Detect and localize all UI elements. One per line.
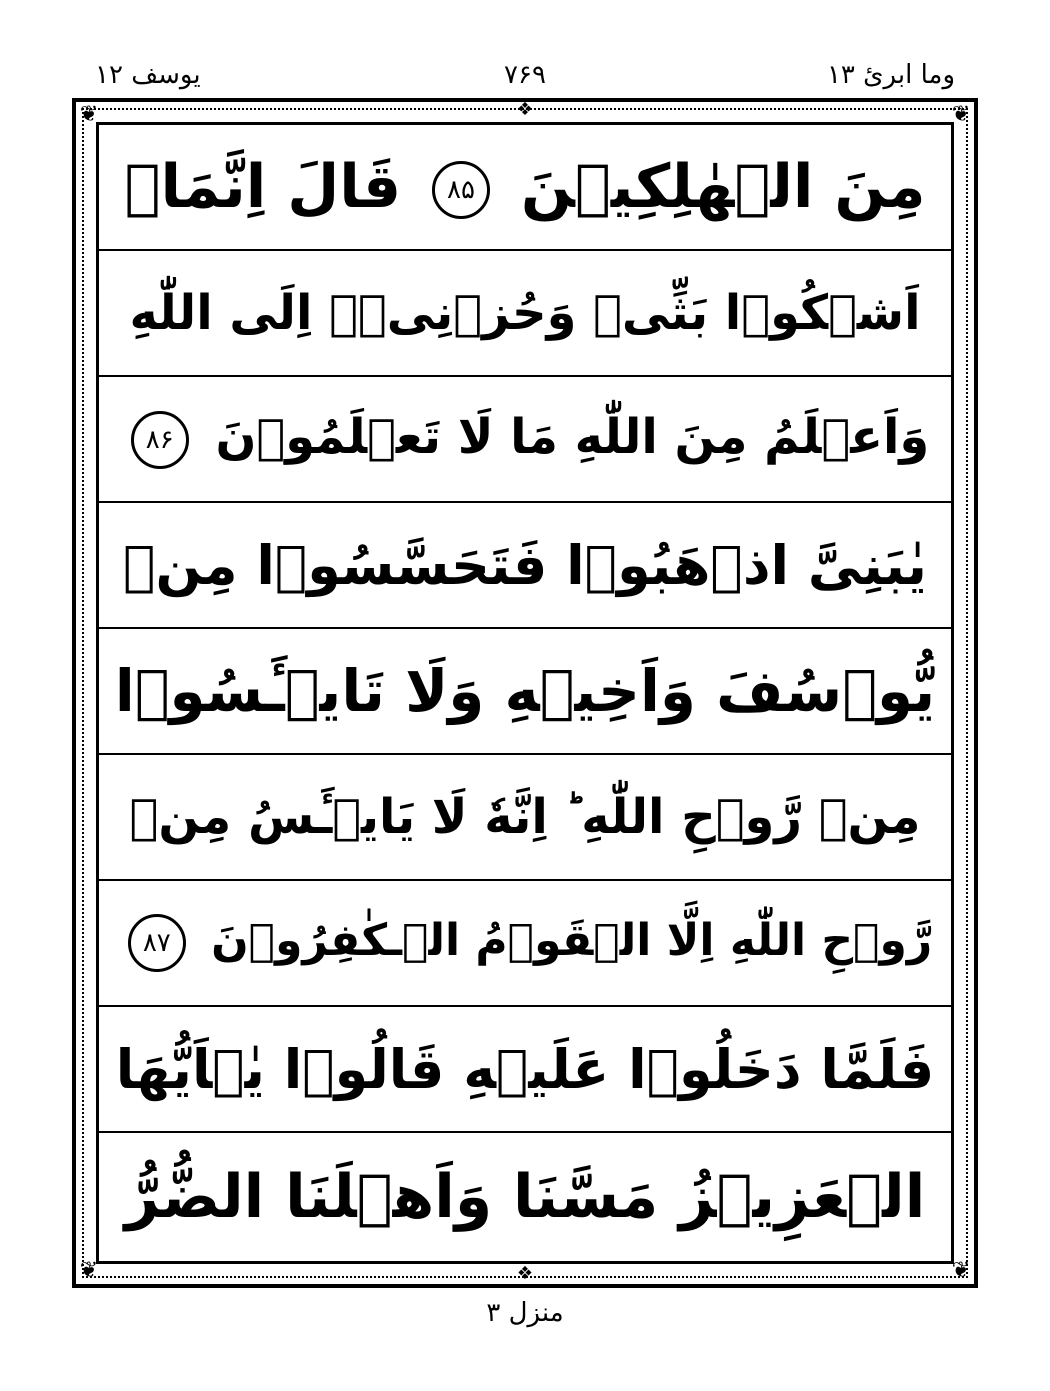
verse-line-6 — [99, 755, 951, 881]
surah-name: يوسف ۱۲ — [95, 60, 201, 90]
manzil-footer: منزل ۳ — [486, 1298, 564, 1328]
verse-line-8 — [99, 1007, 951, 1133]
verse-text: يٰبَنِىَّ اذۡهَبُوۡا فَتَحَسَّسُوۡا مِنۡ — [123, 533, 927, 597]
edge-ornament-icon: ❖ — [516, 99, 534, 120]
verse-text: مِنَ الۡهٰلِكِيۡنَ — [520, 152, 926, 222]
verse-text: رَّوۡحِ اللّٰهِ اِلَّا الۡقَوۡمُ الۡـكٰفِرُوۡنَ — [211, 915, 933, 966]
corner-ornament-icon: ❦ — [951, 1258, 971, 1283]
verse-line-2 — [99, 251, 951, 377]
corner-ornament-icon: ❦ — [951, 102, 971, 127]
verse-line-7 — [99, 881, 951, 1007]
ayah-marker: ۸۷ — [128, 914, 186, 972]
ayah-marker: ۸۶ — [131, 411, 189, 469]
verse-text: الۡعَزِيۡزُ مَسَّنَا وَاَهۡلَنَا الضُّرُّ — [124, 1162, 926, 1232]
juz-name: وما ابرئ ۱۳ — [826, 60, 955, 90]
verse-line-9 — [99, 1133, 951, 1261]
verse-text: قَالَ اِنَّمَاۤ — [124, 152, 402, 222]
verse-line-3 — [99, 377, 951, 503]
verse-text: يُّوۡسُفَ وَاَخِيۡهِ وَلَا تَايۡـَٔسُوۡا — [114, 657, 936, 725]
verse-line-4 — [99, 503, 951, 629]
verse-text: فَلَمَّا دَخَلُوۡا عَلَيۡهِ قَالُوۡا يٰۤاَيُّهَا — [115, 1037, 935, 1101]
verse-line-1 — [99, 125, 951, 251]
verse-text: اَشۡكُوۡا بَثِّىۡ وَحُزۡنِىۡۤ اِلَى اللّٰهِ — [129, 285, 921, 341]
corner-ornament-icon: ❦ — [79, 1258, 99, 1283]
verse-text: مِنۡ رَّوۡحِ اللّٰهِ ؕ اِنَّهٗ لَا يَايۡـَٔسُ مِنۡ — [129, 789, 921, 845]
page-number: ۷۶۹ — [504, 60, 546, 90]
ayah-marker: ۸۵ — [432, 161, 490, 219]
verse-line-5 — [99, 629, 951, 755]
corner-ornament-icon: ❦ — [79, 102, 99, 127]
page-header — [95, 58, 955, 98]
verse-lines — [99, 125, 951, 1261]
verse-text: وَاَعۡلَمُ مِنَ اللّٰهِ مَا لَا تَعۡلَمُوۡنَ — [215, 409, 930, 465]
edge-ornament-icon: ❖ — [516, 1263, 534, 1284]
